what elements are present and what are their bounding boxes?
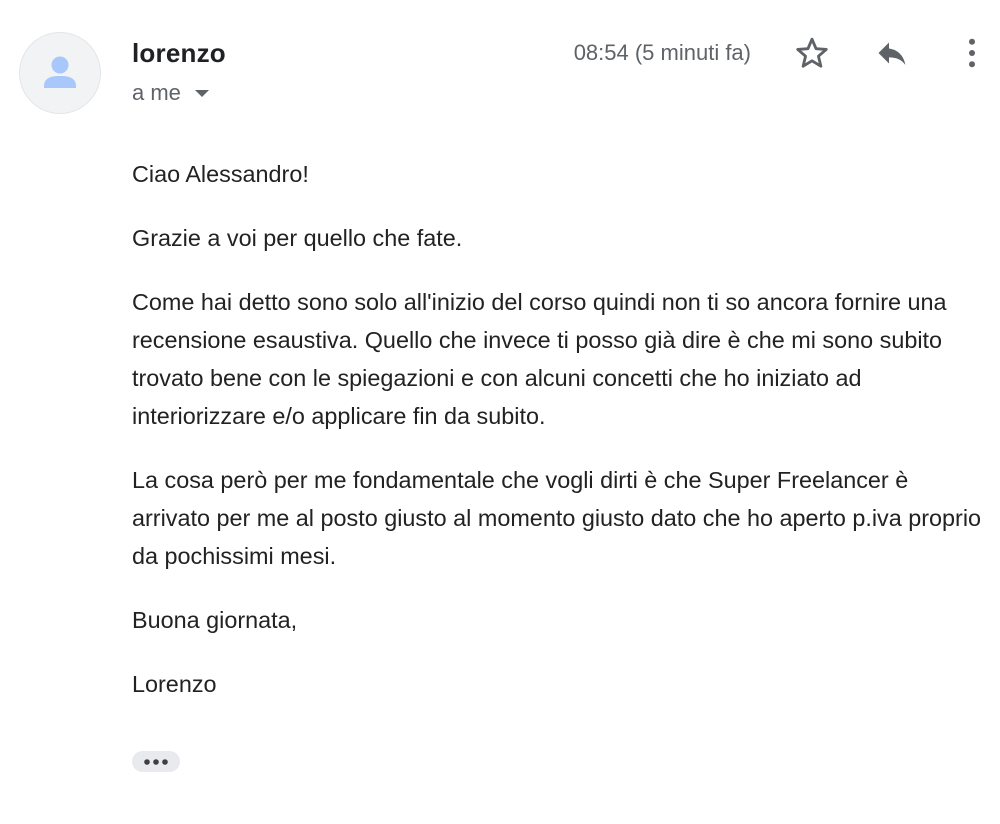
body-signature: Lorenzo <box>132 671 217 697</box>
recipient-details-toggle[interactable] <box>132 80 209 106</box>
body-closing: Buona giornata, <box>132 607 298 633</box>
star-outline-icon <box>794 35 830 71</box>
more-options-button[interactable] <box>950 31 994 75</box>
person-icon <box>20 33 100 113</box>
reply-icon <box>874 35 910 71</box>
sender-avatar[interactable] <box>20 33 100 113</box>
ellipsis-icon <box>141 758 171 766</box>
star-button[interactable] <box>790 31 834 75</box>
sender-name[interactable]: lorenzo <box>132 38 226 68</box>
email-timestamp: 08:54 (5 minuti fa) <box>573 40 751 65</box>
email-body <box>132 155 992 729</box>
more-vert-icon <box>954 35 990 71</box>
body-paragraph: Come hai detto sono solo all'inizio del corso quindi non ti so ancora fornire una recensione esaustiva. Quello che invece ti posso già dire è che mi sono subito trovato bene con le spiegazioni e con alcuni concetti che ho iniziato ad interiorizzare e/o applicare fin da subito. <box>132 289 947 429</box>
recipient-label: a me <box>132 80 181 105</box>
show-trimmed-content-button[interactable] <box>132 751 180 772</box>
body-paragraph: Grazie a voi per quello che fate. <box>132 225 463 251</box>
caret-down-icon <box>195 90 209 97</box>
body-greeting: Ciao Alessandro! <box>132 161 309 187</box>
reply-button[interactable] <box>870 31 914 75</box>
body-paragraph: La cosa però per me fondamentale che vogli dirti è che Super Freelancer è arrivato per me al posto giusto al momento giusto dato che ho aperto p.iva proprio da pochissimi mesi. <box>132 467 982 569</box>
